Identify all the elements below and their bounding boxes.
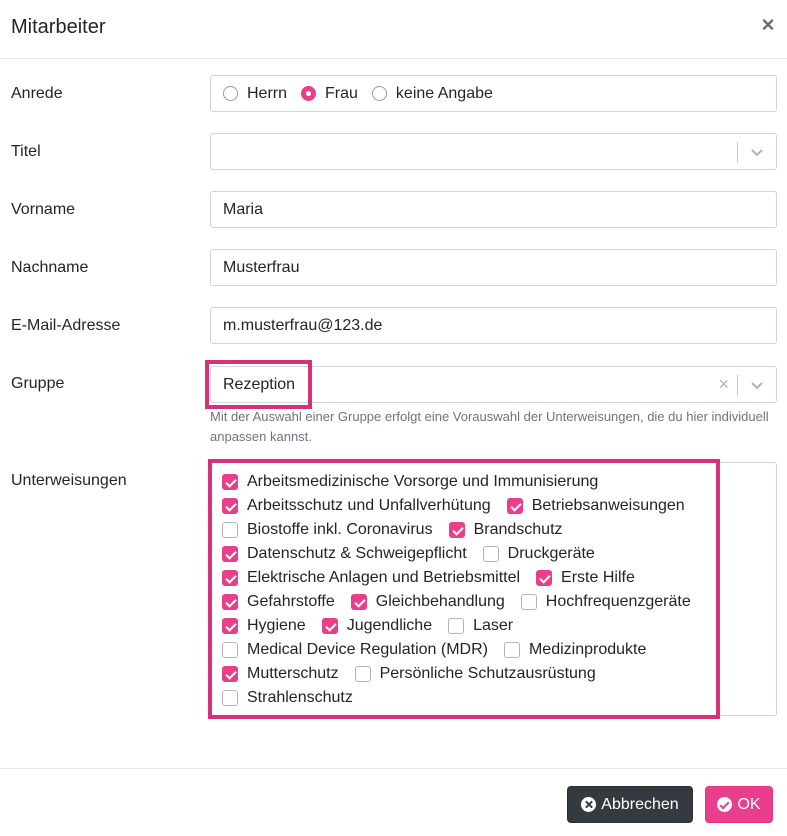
radio-keine-angabe[interactable]	[372, 86, 387, 101]
gruppe-help-text: Mit der Auswahl einer Gruppe erfolgt eine Vorauswahl der Unterweisungen, die du hier individuell anpassen kannst.	[210, 409, 769, 444]
modal-header	[0, 0, 787, 59]
unterweisung-label: Datenschutz & Schweigepflicht	[247, 545, 467, 562]
unterweisungen-highlight-frame	[208, 459, 720, 719]
anrede-radio-group	[210, 75, 777, 112]
radio-herrn[interactable]	[223, 86, 238, 101]
email-label: E-Mail-Adresse	[11, 317, 121, 334]
radio-label: Herrn	[247, 84, 288, 102]
gruppe-highlight-frame	[205, 360, 312, 409]
unterweisung-label: Druckgeräte	[507, 545, 595, 562]
gruppe-label: Gruppe	[11, 375, 65, 392]
radio-label: keine Angabe	[395, 84, 493, 102]
nachname-input[interactable]	[211, 250, 776, 285]
unterweisung-label: Jugendliche	[346, 617, 433, 634]
unterweisung-label: Gleichbehandlung	[375, 593, 505, 610]
ok-button-label: OK	[737, 795, 761, 813]
chevron-down-icon[interactable]	[750, 375, 764, 395]
unterweisung-label: Arbeitsmedizinische Vorsorge und Immunisierung	[247, 473, 599, 490]
unterweisungen-label: Unterweisungen	[11, 472, 127, 489]
radio-frau[interactable]	[301, 86, 316, 101]
unterweisung-label: Betriebsanweisungen	[531, 497, 685, 514]
unterweisung-label: Erste Hilfe	[561, 569, 635, 586]
unterweisung-label: Mutterschutz	[247, 665, 339, 682]
unterweisung-label: Persönliche Schutzausrüstung	[379, 665, 596, 682]
radio-label: Frau	[325, 84, 358, 102]
unterweisung-label: Medical Device Regulation (MDR)	[247, 641, 488, 658]
unterweisung-label: Medizinprodukte	[528, 641, 647, 658]
unterweisung-label: Hochfrequenzgeräte	[545, 593, 691, 610]
times-circle-icon	[581, 797, 596, 812]
unterweisung-label: Elektrische Anlagen und Betriebsmittel	[247, 569, 521, 586]
vorname-label: Vorname	[11, 201, 76, 218]
unterweisung-label: Hygiene	[247, 617, 306, 634]
email-field-wrap	[210, 307, 777, 344]
email-input[interactable]	[211, 308, 776, 343]
unterweisung-label: Strahlenschutz	[247, 689, 353, 706]
nachname-field-wrap	[210, 249, 777, 286]
nachname-label: Nachname	[11, 259, 89, 276]
chevron-down-icon[interactable]	[750, 142, 764, 162]
cancel-button-label: Abbrechen	[601, 795, 679, 813]
unterweisung-label: Brandschutz	[473, 521, 563, 538]
vorname-field-wrap	[210, 191, 777, 228]
anrede-option-frau[interactable]	[301, 85, 358, 103]
check-circle-icon	[717, 797, 732, 812]
unterweisung-label: Gefahrstoffe	[247, 593, 335, 610]
close-icon[interactable]: ×	[761, 12, 775, 37]
titel-select[interactable]	[210, 133, 777, 170]
select-separator	[737, 375, 738, 396]
ok-button[interactable]	[705, 786, 773, 823]
clear-icon[interactable]: ×	[718, 374, 729, 394]
cancel-button[interactable]	[567, 786, 693, 823]
anrede-label: Anrede	[11, 85, 63, 102]
select-separator	[737, 142, 738, 163]
anrede-option-herrn[interactable]	[223, 85, 287, 103]
unterweisung-label: Biostoffe inkl. Coronavirus	[247, 521, 433, 538]
unterweisung-label: Arbeitsschutz und Unfallverhütung	[247, 497, 491, 514]
unterweisung-label: Laser	[473, 617, 514, 634]
gruppe-select-value: Rezeption	[223, 376, 296, 393]
anrede-option-keine-angabe[interactable]	[372, 85, 493, 103]
vorname-input[interactable]	[211, 192, 776, 227]
titel-label: Titel	[11, 143, 41, 160]
modal-title: Mitarbeiter	[11, 16, 106, 38]
